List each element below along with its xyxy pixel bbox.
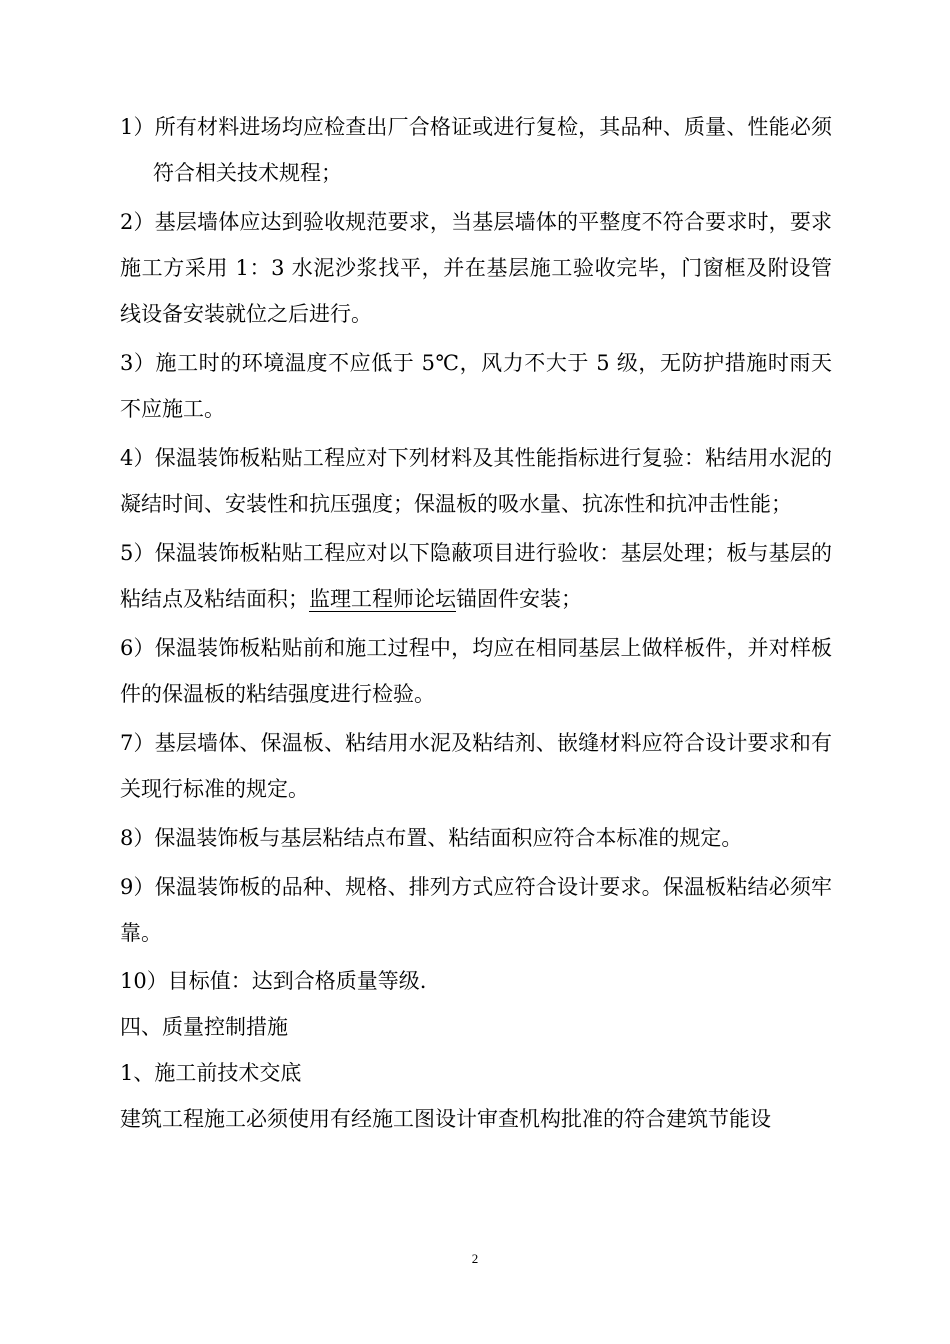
list-item-5-text: 5）保温装饰板粘贴工程应对以下隐蔽项目进行验收：基层处理；板与基层的粘结点及粘结面积； bbox=[120, 541, 832, 611]
list-item-2: 2）基层墙体应达到验收规范要求，当基层墙体的平整度不符合要求时，要求施工方采用 1：3 水泥沙浆找平，并在基层施工验收完毕，门窗框及附设管线设备安装就位之后进行。 bbox=[120, 210, 832, 326]
list-item-9: 9）保温装饰板的品种、规格、排列方式应符合设计要求。保温板粘结必须牢靠。 bbox=[120, 875, 832, 945]
list-item-1: 1）所有材料进场均应检查出厂合格证或进行复检，其品种、质量、性能必须符合相关技术规程； bbox=[120, 115, 832, 185]
list-item-5 bbox=[120, 530, 832, 622]
list-item-5-tail: 锚固件安装； bbox=[456, 587, 582, 611]
document-body bbox=[120, 104, 832, 1143]
list-item-6: 6）保温装饰板粘贴前和施工过程中，均应在相同基层上做样板件，并对样板件的保温板的粘结强度进行检验。 bbox=[120, 636, 832, 706]
sub-heading: 1、施工前技术交底 bbox=[120, 1061, 302, 1085]
page-number: 2 bbox=[471, 1251, 479, 1266]
list-item-8: 8）保温装饰板与基层粘结点布置、粘结面积应符合本标准的规定。 bbox=[120, 826, 743, 850]
list-item-3: 3）施工时的环境温度不应低于 5℃，风力不大于 5 级，无防护措施时雨天不应施工。 bbox=[120, 351, 832, 421]
list-item-4: 4）保温装饰板粘贴工程应对下列材料及其性能指标进行复验：粘结用水泥的凝结时间、安装性和抗压强度；保温板的吸水量、抗冻性和抗冲击性能； bbox=[120, 446, 832, 516]
list-item-7: 7）基层墙体、保温板、粘结用水泥及粘结剂、嵌缝材料应符合设计要求和有关现行标准的规定。 bbox=[120, 731, 832, 801]
body-paragraph: 建筑工程施工必须使用有经施工图设计审查机构批准的符合建筑节能设 bbox=[120, 1107, 771, 1131]
list-item-10: 10）目标值：达到合格质量等级. bbox=[120, 969, 427, 993]
forum-link[interactable]: 监理工程师论坛 bbox=[309, 587, 456, 611]
section-heading: 四、质量控制措施 bbox=[120, 1015, 288, 1039]
